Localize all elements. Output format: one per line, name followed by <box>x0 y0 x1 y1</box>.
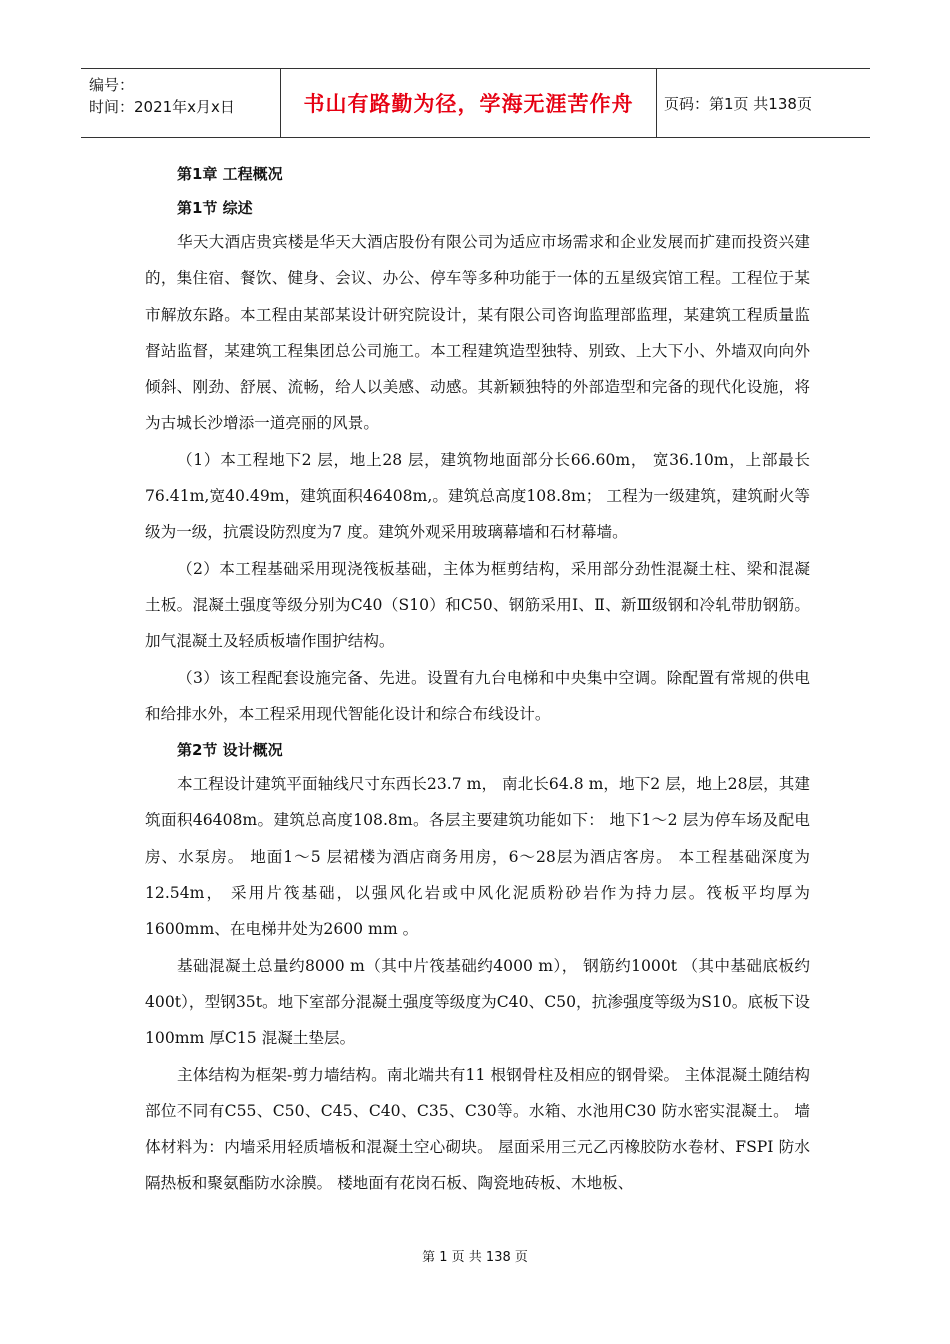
header-motto: 书山有路勤为径，学海无涯苦作舟 <box>303 92 634 116</box>
paragraph: 基础混凝土总量约8000 m（其中片筏基础约4000 m）， 钢筋约1000t （其中基础底板约400t），型钢35t。地下室部分混凝土强度等级度为C40、C50，抗渗强度等级为S10。底板下设100mm 厚C15 混凝土垫层。 <box>145 956 810 1048</box>
chapter-title: 第1章 工程概况 <box>177 165 283 183</box>
header-divider <box>656 69 657 137</box>
paragraph: 主体结构为框架-剪力墙结构。南北端共有11 根钢骨柱及相应的钢骨梁。 主体混凝土随结构部位不同有C55、C50、C45、C40、C35、C30等。水箱、水池用C30 防水密实混凝土。 墙体材料为：内墙采用轻质墙板和混凝土空心砌块。 屋面采用三元乙丙橡胶防水卷材、FSPI 防水隔热板和聚氨酯防水涂膜。 楼地面有花岗石板、陶瓷地砖板、木地板、 <box>145 1065 810 1193</box>
document-number-label: 编号： <box>89 76 135 94</box>
paragraph: （1）本工程地下2 层，地上28 层，建筑物地面部分长66.60m， 宽36.10m，上部最长76.41m,宽40.49m，建筑面积46408m,。建筑总高度108.8m； 工程为一级建筑，建筑耐火等级为一级，抗震设防烈度为7 度。建筑外观采用玻璃幕墙和石材幕墙。 <box>145 450 810 542</box>
header-meta <box>89 74 279 118</box>
section-title: 第1节 综述 <box>177 199 253 217</box>
paragraph: 本工程设计建筑平面轴线尺寸东西长23.7 m， 南北长64.8 m，地下2 层，地上28层，其建筑面积46408m。建筑总高度108.8m。各层主要建筑功能如下： 地下1～2 层为停车场及配电房、水泵房。 地面1～5 层裙楼为酒店商务用房，6～28层为酒店客房。 本工程基础深度为12.54m， 采用片筏基础，以强风化岩或中风化泥质粉砂岩作为持力层。筏板平均厚为1600mm、在电梯井处为2600 mm 。 <box>145 775 810 939</box>
section-title: 第2节 设计概况 <box>177 741 283 760</box>
document-body <box>145 156 810 1202</box>
paragraph: 华天大酒店贵宾楼是华天大酒店股份有限公司为适应市场需求和企业发展而扩建而投资兴建的，集住宿、餐饮、健身、会议、办公、停车等多种功能于一体的五星级宾馆工程。工程位于某市解放东路。本工程由某部某设计研究院设计，某有限公司咨询监理部监理，某建筑工程质量监督站监督，某建筑工程集团总公司施工。本工程建筑造型独特、别致、上大下小、外墙双向向外倾斜、刚劲、舒展、流畅，给人以美感、动感。其新颖独特的外部造型和完备的现代化设施，将为古城长沙增添一道亮丽的风景。 <box>145 233 810 433</box>
header-page-info: 页码：第1页 共138页 <box>664 94 812 113</box>
paragraph: （3）该工程配套设施完备、先进。设置有九台电梯和中央集中空调。除配置有常规的供电和给排水外，本工程采用现代智能化设计和综合布线设计。 <box>145 668 810 723</box>
page-header <box>81 68 870 138</box>
document-time-label: 时间：2021年x月x日 <box>89 98 235 116</box>
page-footer: 第 1 页 共 138 页 <box>422 1250 528 1265</box>
paragraph: （2）本工程基础采用现浇筏板基础，主体为框剪结构，采用部分劲性混凝土柱、梁和混凝土板。混凝土强度等级分别为C40（S10）和C50、钢筋采用Ⅰ、Ⅱ、新Ⅲ级钢和冷轧带肋钢筋。加气混凝土及轻质板墙作围护结构。 <box>145 559 810 651</box>
